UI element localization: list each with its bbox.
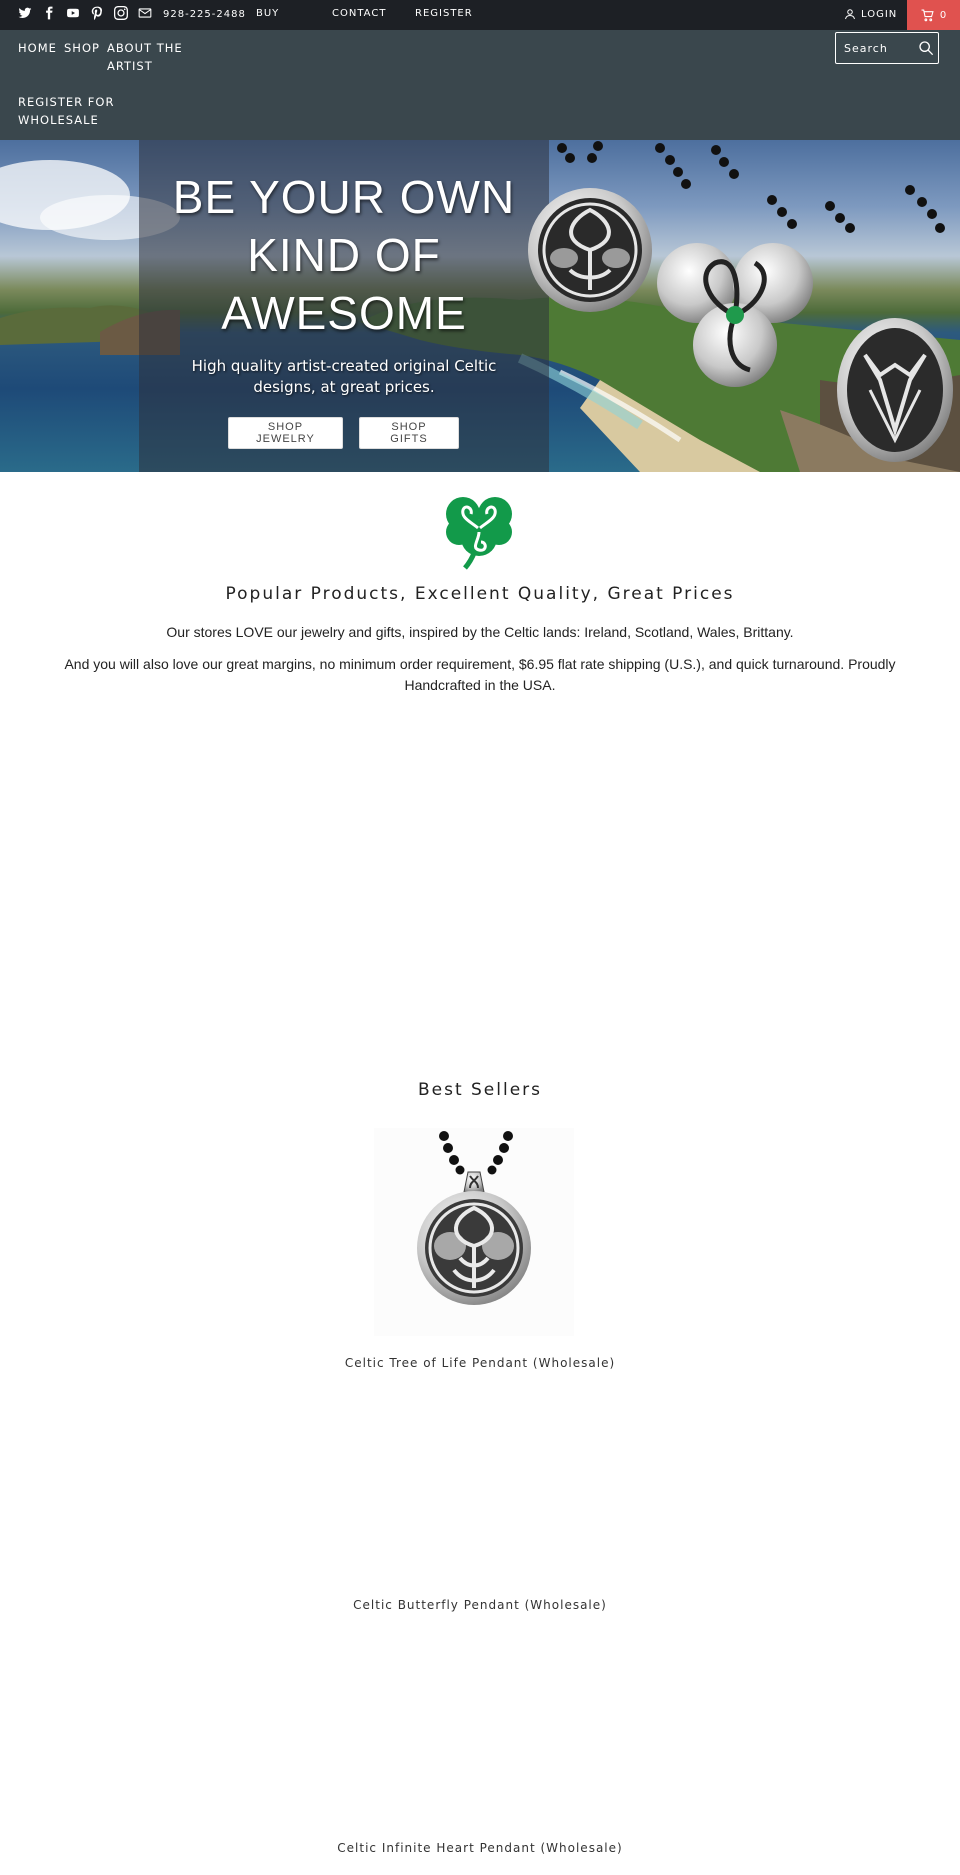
phone-number[interactable]: 928-225-2488 [163, 9, 246, 20]
hero-title [139, 168, 549, 342]
instagram-icon[interactable] [114, 6, 128, 20]
intro-heading: Popular Products, Excellent Quality, Great Prices [225, 584, 735, 604]
login-label: LOGIN [861, 8, 898, 20]
top-bar [0, 0, 960, 30]
product-title-tree-of-life[interactable]: Celtic Tree of Life Pendant (Wholesale) [344, 1356, 616, 1370]
nav-register-wholesale[interactable] [18, 93, 114, 129]
nav-about-line1: ABOUT THE [107, 41, 183, 55]
search-box [835, 32, 939, 64]
shop-gifts-button[interactable] [359, 417, 459, 449]
contact-me-line1: CONTACT [332, 8, 387, 19]
login-link[interactable] [844, 8, 897, 20]
register-line1: REGISTER [415, 8, 473, 19]
youtube-icon[interactable] [66, 6, 80, 20]
shop-jewelry-button[interactable] [228, 417, 343, 449]
hero-subtitle: High quality artist-created original Celtic designs, at great prices. [191, 357, 497, 396]
intro-paragraph-1: Our stores LOVE our jewelry and gifts, inspired by the Celtic lands: Ireland, Scotland, Wales, Brittany. [166, 624, 794, 640]
twitter-icon[interactable] [18, 6, 32, 20]
user-icon [844, 8, 856, 20]
hero-title-line3: AWESOME [221, 287, 467, 339]
search-icon[interactable] [918, 40, 934, 56]
intro-paragraph-2: And you will also love our great margins, no minimum order requirement, $6.95 flat rate shipping (U.S.), and quick turnaround. Proudly Handcrafted in the USA. [64, 656, 896, 693]
nav-register-line2: WHOLESALE [18, 113, 99, 127]
best-sellers-heading: Best Sellers [417, 1080, 543, 1100]
social-links [18, 6, 152, 20]
buy-retail-line1: BUY [256, 8, 280, 19]
cart-count: 0 [939, 9, 947, 21]
pendants-graphic [520, 140, 960, 472]
product-title-butterfly[interactable]: Celtic Butterfly Pendant (Wholesale) [353, 1598, 607, 1612]
shop-gifts-line1: SHOP [391, 421, 427, 433]
register-link[interactable] [415, 0, 473, 32]
main-nav [0, 30, 960, 140]
nav-home-label: HOME [18, 41, 57, 55]
product-title-infinite-heart[interactable]: Celtic Infinite Heart Pendant (Wholesale) [337, 1841, 623, 1855]
hero-title-line1: BE YOUR OWN [172, 171, 516, 223]
mail-icon[interactable] [138, 6, 152, 20]
cart-icon [921, 9, 934, 22]
pinterest-icon[interactable] [90, 6, 104, 20]
nav-about-artist[interactable] [107, 39, 183, 75]
nav-register-line1: REGISTER FOR [18, 95, 115, 109]
search-input[interactable] [844, 42, 910, 55]
hero-banner [0, 140, 960, 472]
tree-of-life-pendant-image [374, 1128, 574, 1336]
shop-gifts-line2: GIFTS [390, 433, 428, 445]
facebook-icon[interactable] [42, 6, 56, 20]
shop-jewelry-line2: JEWELRY [256, 433, 315, 445]
shop-jewelry-line1: SHOP [267, 421, 304, 433]
product-image-tree-of-life[interactable] [374, 1128, 574, 1336]
shamrock-icon [441, 492, 517, 570]
nav-about-line2: ARTIST [107, 59, 153, 73]
hero-title-line2: KIND OF [247, 229, 441, 281]
nav-shop[interactable] [64, 39, 100, 57]
nav-home[interactable] [18, 39, 57, 57]
nav-shop-label: SHOP [64, 41, 100, 55]
cart-button[interactable] [907, 0, 960, 30]
